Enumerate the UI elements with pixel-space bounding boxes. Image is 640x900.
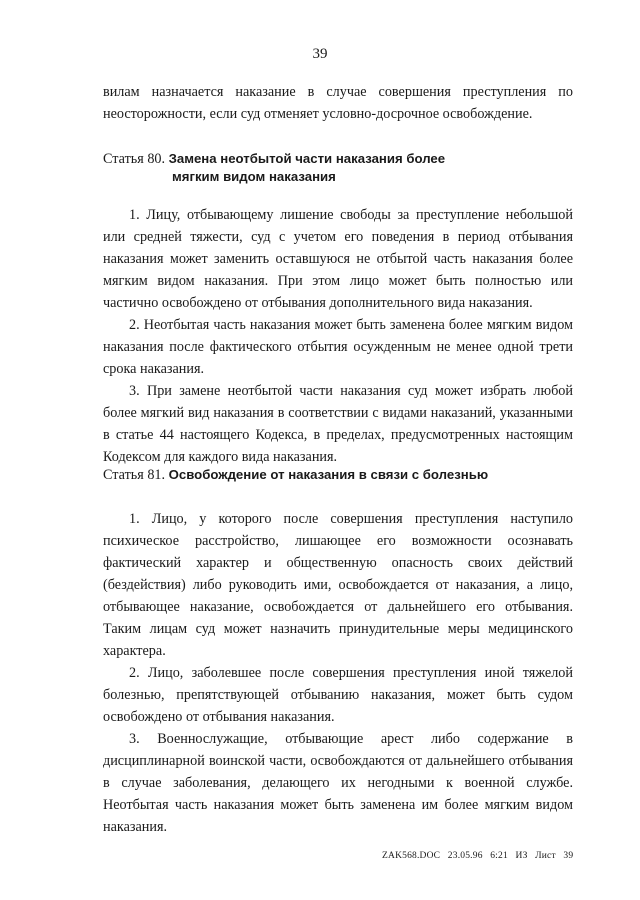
article-80-paragraph-2: 2. Неотбытая часть наказания может быть заменена более мягким видом наказания после фактического отбытия осужденным не менее одной трети срока наказания. (103, 317, 573, 377)
page-number: 39 (312, 46, 328, 62)
intro-paragraph: вилам назначается наказание в случае совершения преступления по неосторожности, если суд отменяет условно-досрочное освобождение. (103, 84, 573, 122)
intro-text (103, 81, 573, 125)
footer-sheet-number: 39 (563, 851, 574, 861)
footer-sheet-label: Лист (535, 851, 556, 861)
article-81-body (103, 508, 573, 838)
article-80-label: Статья 80. (103, 151, 166, 167)
article-81-paragraph-3: 3. Военнослужащие, отбывающие арест либо содержание в дисциплинарной воинской части, освобождаются от дальнейшего отбывания в случае заболевания, делающего их негодными к военной службе. Неотбытая часть наказания может быть заменена им более мягким видом наказания. (103, 731, 573, 835)
article-80-paragraph-3: 3. При замене неотбытой части наказания суд может избрать любой более мягкий вид наказания в соответствии с видами наказаний, указанными в статье 44 настоящего Кодекса, в пределах, предусмотренных настоящим Кодексом для каждого вида наказания. (103, 383, 573, 465)
footer-file: ZAK568.DOC (382, 851, 441, 861)
article-81-heading (103, 466, 488, 484)
footer-date: 23.05.96 (447, 851, 483, 861)
article-80-heading (103, 150, 445, 186)
article-81-paragraph-2: 2. Лицо, заболевшее после совершения преступления иной тяжелой болезнью, препятствующей отбыванию наказания, может быть судом освобождено от отбывания наказания. (103, 665, 573, 725)
document-footer (382, 851, 578, 861)
article-80-body (103, 204, 573, 468)
article-80-paragraph-1: 1. Лицу, отбывающему лишение свободы за преступление небольшой или средней тяжести, суд с учетом его поведения в период отбывания наказания может заменить оставшуюся не отбытой часть наказания более мягким видом наказания. При этом лицо может быть полностью или частично освобождено от отбывания дополнительного вида наказания. (103, 207, 573, 311)
article-80-title-line2: мягким видом наказания (172, 169, 336, 184)
article-81-label: Статья 81. (103, 467, 166, 483)
article-81-paragraph-1: 1. Лицо, у которого после совершения преступления наступило психическое расстройство, лишающее его возможности осознавать фактический характер и общественную опасность своих действий (бездействия) либо руководить ими, освобождается от наказания, а лицо, отбывающее наказание, освобождается от дальнейшего его отбывания. Таким лицам суд может назначить принудительные меры медицинского характера. (103, 511, 573, 659)
footer-code: ИЗ (515, 851, 528, 861)
footer-time: 6:21 (490, 851, 508, 861)
article-81-title: Освобождение от наказания в связи с болезнью (168, 467, 489, 482)
article-80-title-line1: Замена неотбытой части наказания более (168, 151, 446, 166)
